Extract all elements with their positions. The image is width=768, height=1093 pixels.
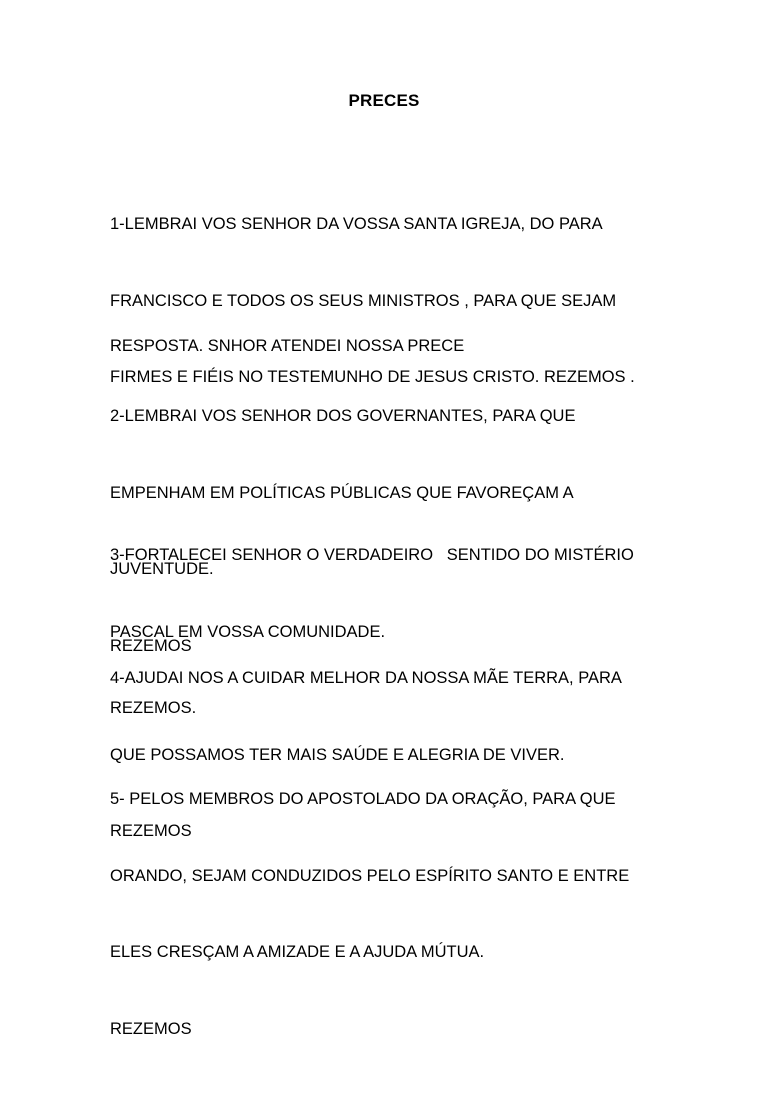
prayer-4-line-3: REZEMOS [110,822,192,840]
prayer-2-line-3: JUVENTUDE. [110,560,214,578]
prayer-3-line-3: REZEMOS. [110,699,197,717]
response-line: RESPOSTA. SNHOR ATENDEI NOSSA PRECE [110,337,465,355]
prayer-5-line-2: ORANDO, SEJAM CONDUZIDOS PELO ESPÍRITO SANTO E ENTRE [110,866,630,885]
prayer-1-line-3: FIRMES E FIÉIS NO TESTEMUNHO DE JESUS CRISTO. REZEMOS . [110,368,635,386]
prayer-5 [110,736,670,1093]
prayer-5-line-4: REZEMOS [110,1019,192,1038]
prayer-2-line-4: REZEMOS [110,636,192,655]
prayer-1-line-1: 1-LEMBRAI VOS SENHOR DA VOSSA SANTA IGREJA, DO PARA [110,215,603,233]
prayer-5-line-1: 5- PELOS MEMBROS DO APOSTOLADO DA ORAÇÃO, PARA QUE [110,790,616,808]
document-title: PRECES [348,91,420,110]
prayer-2-line-2: EMPENHAM EM POLÍTICAS PÚBLICAS QUE FAVOREÇAM A [110,483,574,502]
prayer-1-line-2: FRANCISCO E TODOS OS SEUS MINISTROS , PARA QUE SEJAM [110,291,617,310]
prayer-5-line-3: ELES CRESÇAM A AMIZADE E A AJUDA MÚTUA. [110,943,485,961]
prayer-3-line-2: PASCAL EM VOSSA COMUNIDADE. [110,622,386,641]
prayer-3-line-1: 3-FORTALECEI SENHOR O VERDADEIRO SENTIDO DO MISTÉRIO [110,546,634,564]
prayer-2-line-1: 2-LEMBRAI VOS SENHOR DOS GOVERNANTES, PARA QUE [110,407,576,425]
prayer-4-line-1: 4-AJUDAI NOS A CUIDAR MELHOR DA NOSSA MÃE TERRA, PARA [110,669,622,687]
prayer-4-line-2: QUE POSSAMOS TER MAIS SAÚDE E ALEGRIA DE VIVER. [110,745,565,764]
